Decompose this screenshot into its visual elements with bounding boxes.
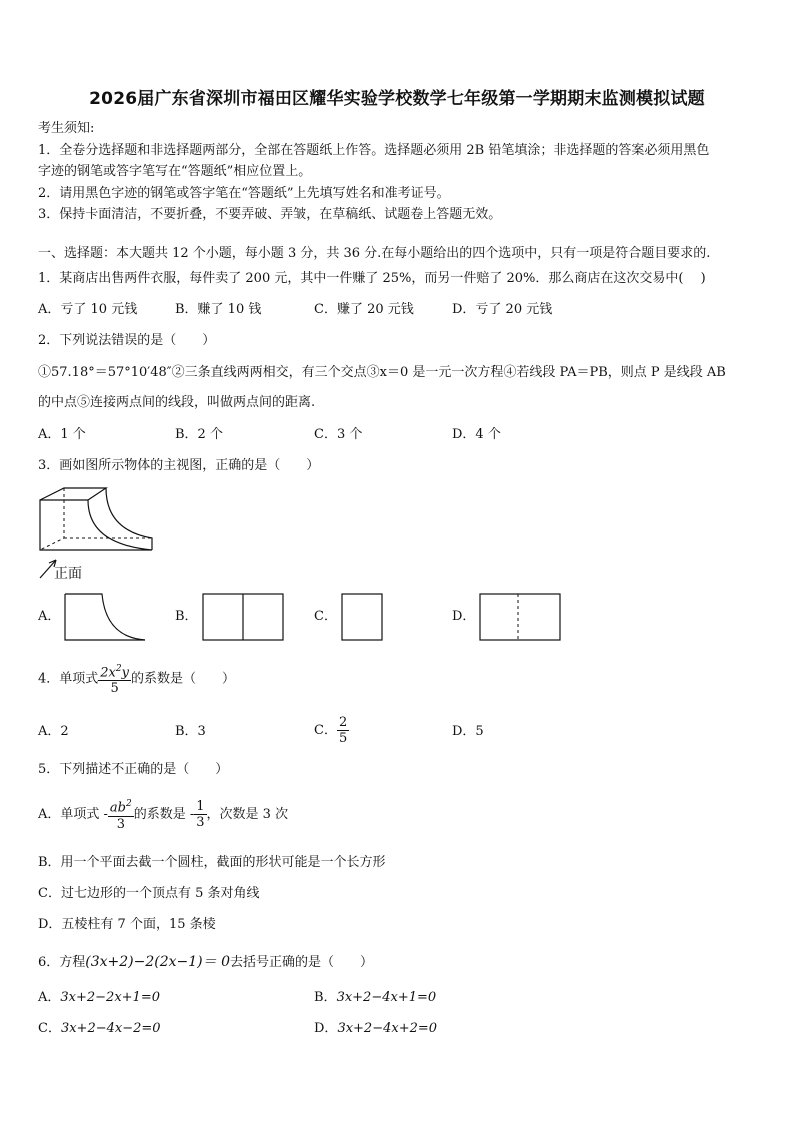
notice-heading: 考生须知: [38,121,95,136]
notice-item: 2．请用黑色字迹的钢笔或答字笔在“答题纸”上先填写姓名和准考证号。 [38,186,450,201]
notice-item: 3．保持卡面清洁，不要折叠，不要弄破、弄皱，在草稿纸、试题卷上答题无效。 [38,207,502,222]
q5-opta-mid: 的系数是 - [133,807,195,822]
q4-option-d: D．5 [452,724,484,739]
q5-opta-suffix: ，次数是 3 次 [206,807,289,822]
q5-opta-prefix: A．单项式 - [38,807,108,822]
q3-option-d-letter: D． [452,609,476,624]
q6-option-b-letter: B． [314,990,337,1005]
q6-option-b [314,989,436,1007]
q3-option-b-figure [202,593,284,641]
q6-option-c [38,1020,161,1038]
question-2-line1: ①57.18°＝57°10′48″②三条直线两两相交，有三个交点③x＝0 是一元一次方程④若线段 PA＝PB，则点 P 是线段 AB [38,365,726,380]
question-1-stem: 1．某商店出售两件衣服，每件卖了 200 元，其中一件赚了 25%，而另一件赔了 20%．那么商店在这次交易中( ) [38,271,706,286]
question-3-stem: 3．画如图所示物体的主视图，正确的是（ ） [38,458,320,473]
q1-option-a: A．亏了 10 元钱 [38,302,138,317]
q4-stem-suffix: 的系数是（ ） [130,671,235,687]
q2-option-c: C．3 个 [314,427,363,442]
q4-fraction [98,662,131,696]
q6-stem-suffix: 去括号正确的是（ ） [230,955,374,970]
section-header: 一、选择题：本大题共 12 个小题，每小题 3 分，共 36 分.在每小题给出的四个选项中，只有一项是符合题目要求的. [38,246,711,261]
q3-figure-label: 正面 [54,566,82,582]
q3-option-c-figure [341,593,383,641]
q5-option-b: B．用一个平面去截一个圆柱，截面的形状可能是一个长方形 [38,855,386,870]
q1-option-d: D．亏了 20 元钱 [452,302,553,317]
q6-option-c-letter: C． [38,1021,61,1036]
q5-option-c: C．过七边形的一个顶点有 5 条对角线 [38,886,260,901]
q6-option-a [38,989,160,1007]
q3-option-a-figure [64,593,146,641]
q4-frac-den: 5 [110,681,119,697]
q5-opta-coef-fraction [194,799,206,830]
q4-option-c-letter: C． [314,723,337,738]
q4-frac-num-tail: y [121,665,129,681]
q5-opta-coef-num: 1 [196,799,205,814]
q3-option-b-letter: B． [175,609,198,624]
q3-option-c-letter: C． [314,609,337,624]
q6-option-d-letter: D． [314,1021,338,1036]
q2-option-a: A．1 个 [38,427,86,442]
question-6-stem [38,953,373,972]
q5-opta-coef-den: 3 [196,815,205,830]
q4-frac-num: 2x [100,665,116,681]
q5-opta-frac-num: ab [109,800,126,816]
question-4-stem [38,662,235,696]
q4-option-b: B．3 [175,724,206,739]
q6-option-d [314,1020,437,1038]
q6-option-d-expr: 3x+2−4x+2=0 [337,1021,438,1036]
q4-optc-num: 2 [338,715,348,730]
question-2-stem: 2．下列说法错误的是（ ） [38,333,216,348]
q4-frac-exp: 2 [115,664,122,674]
q4-stem-prefix: 4．单项式 [38,671,99,687]
q6-option-b-expr: 3x+2−4x+1=0 [336,990,437,1005]
q4-option-c [314,713,349,749]
q6-option-a-letter: A． [38,990,61,1005]
q3-option-d-figure [479,593,561,641]
q1-option-c: C．赚了 20 元钱 [314,302,414,317]
q6-option-c-expr: 3x+2−4x−2=0 [60,1021,161,1036]
page-title: 2026届广东省深圳市福田区耀华实验学校数学七年级第一学期期末监测模拟试题 [89,89,705,109]
notice-item: 1．全卷分选择题和非选择题两部分，全部在答题纸上作答。选择题必须用 2B 铅笔填涂；非选择题的答案必须用黑色 [38,143,710,158]
q2-option-b: B．2 个 [175,427,223,442]
question-2-line2: 的中点⑤连接两点间的线段，叫做两点间的距离. [38,395,316,410]
q6-stem-prefix: 6．方程 [38,955,86,970]
notice-item: 字迹的钢笔或答字笔写在“答题纸”相应位置上。 [38,164,312,179]
q3-option-a-letter: A． [38,609,61,624]
q5-option-a [38,797,288,833]
q5-opta-fraction [108,797,134,831]
q1-option-b: B．赚了 10 钱 [175,302,262,317]
q5-option-d: D．五棱柱有 7 个面，15 条棱 [38,917,216,932]
q4-option-c-fraction [337,715,349,746]
q4-optc-den: 5 [338,731,348,746]
q5-opta-frac-exp: 2 [126,799,132,810]
q5-opta-frac-den: 3 [116,816,125,832]
question-5-stem: 5．下列描述不正确的是（ ） [38,762,229,777]
q6-option-a-expr: 3x+2−2x+1=0 [60,990,160,1005]
q6-equation: (3x+2)−2(2x−1)＝ 0 [85,954,231,970]
q4-option-a: A．2 [38,724,69,739]
q2-option-d: D．4 个 [452,427,501,442]
